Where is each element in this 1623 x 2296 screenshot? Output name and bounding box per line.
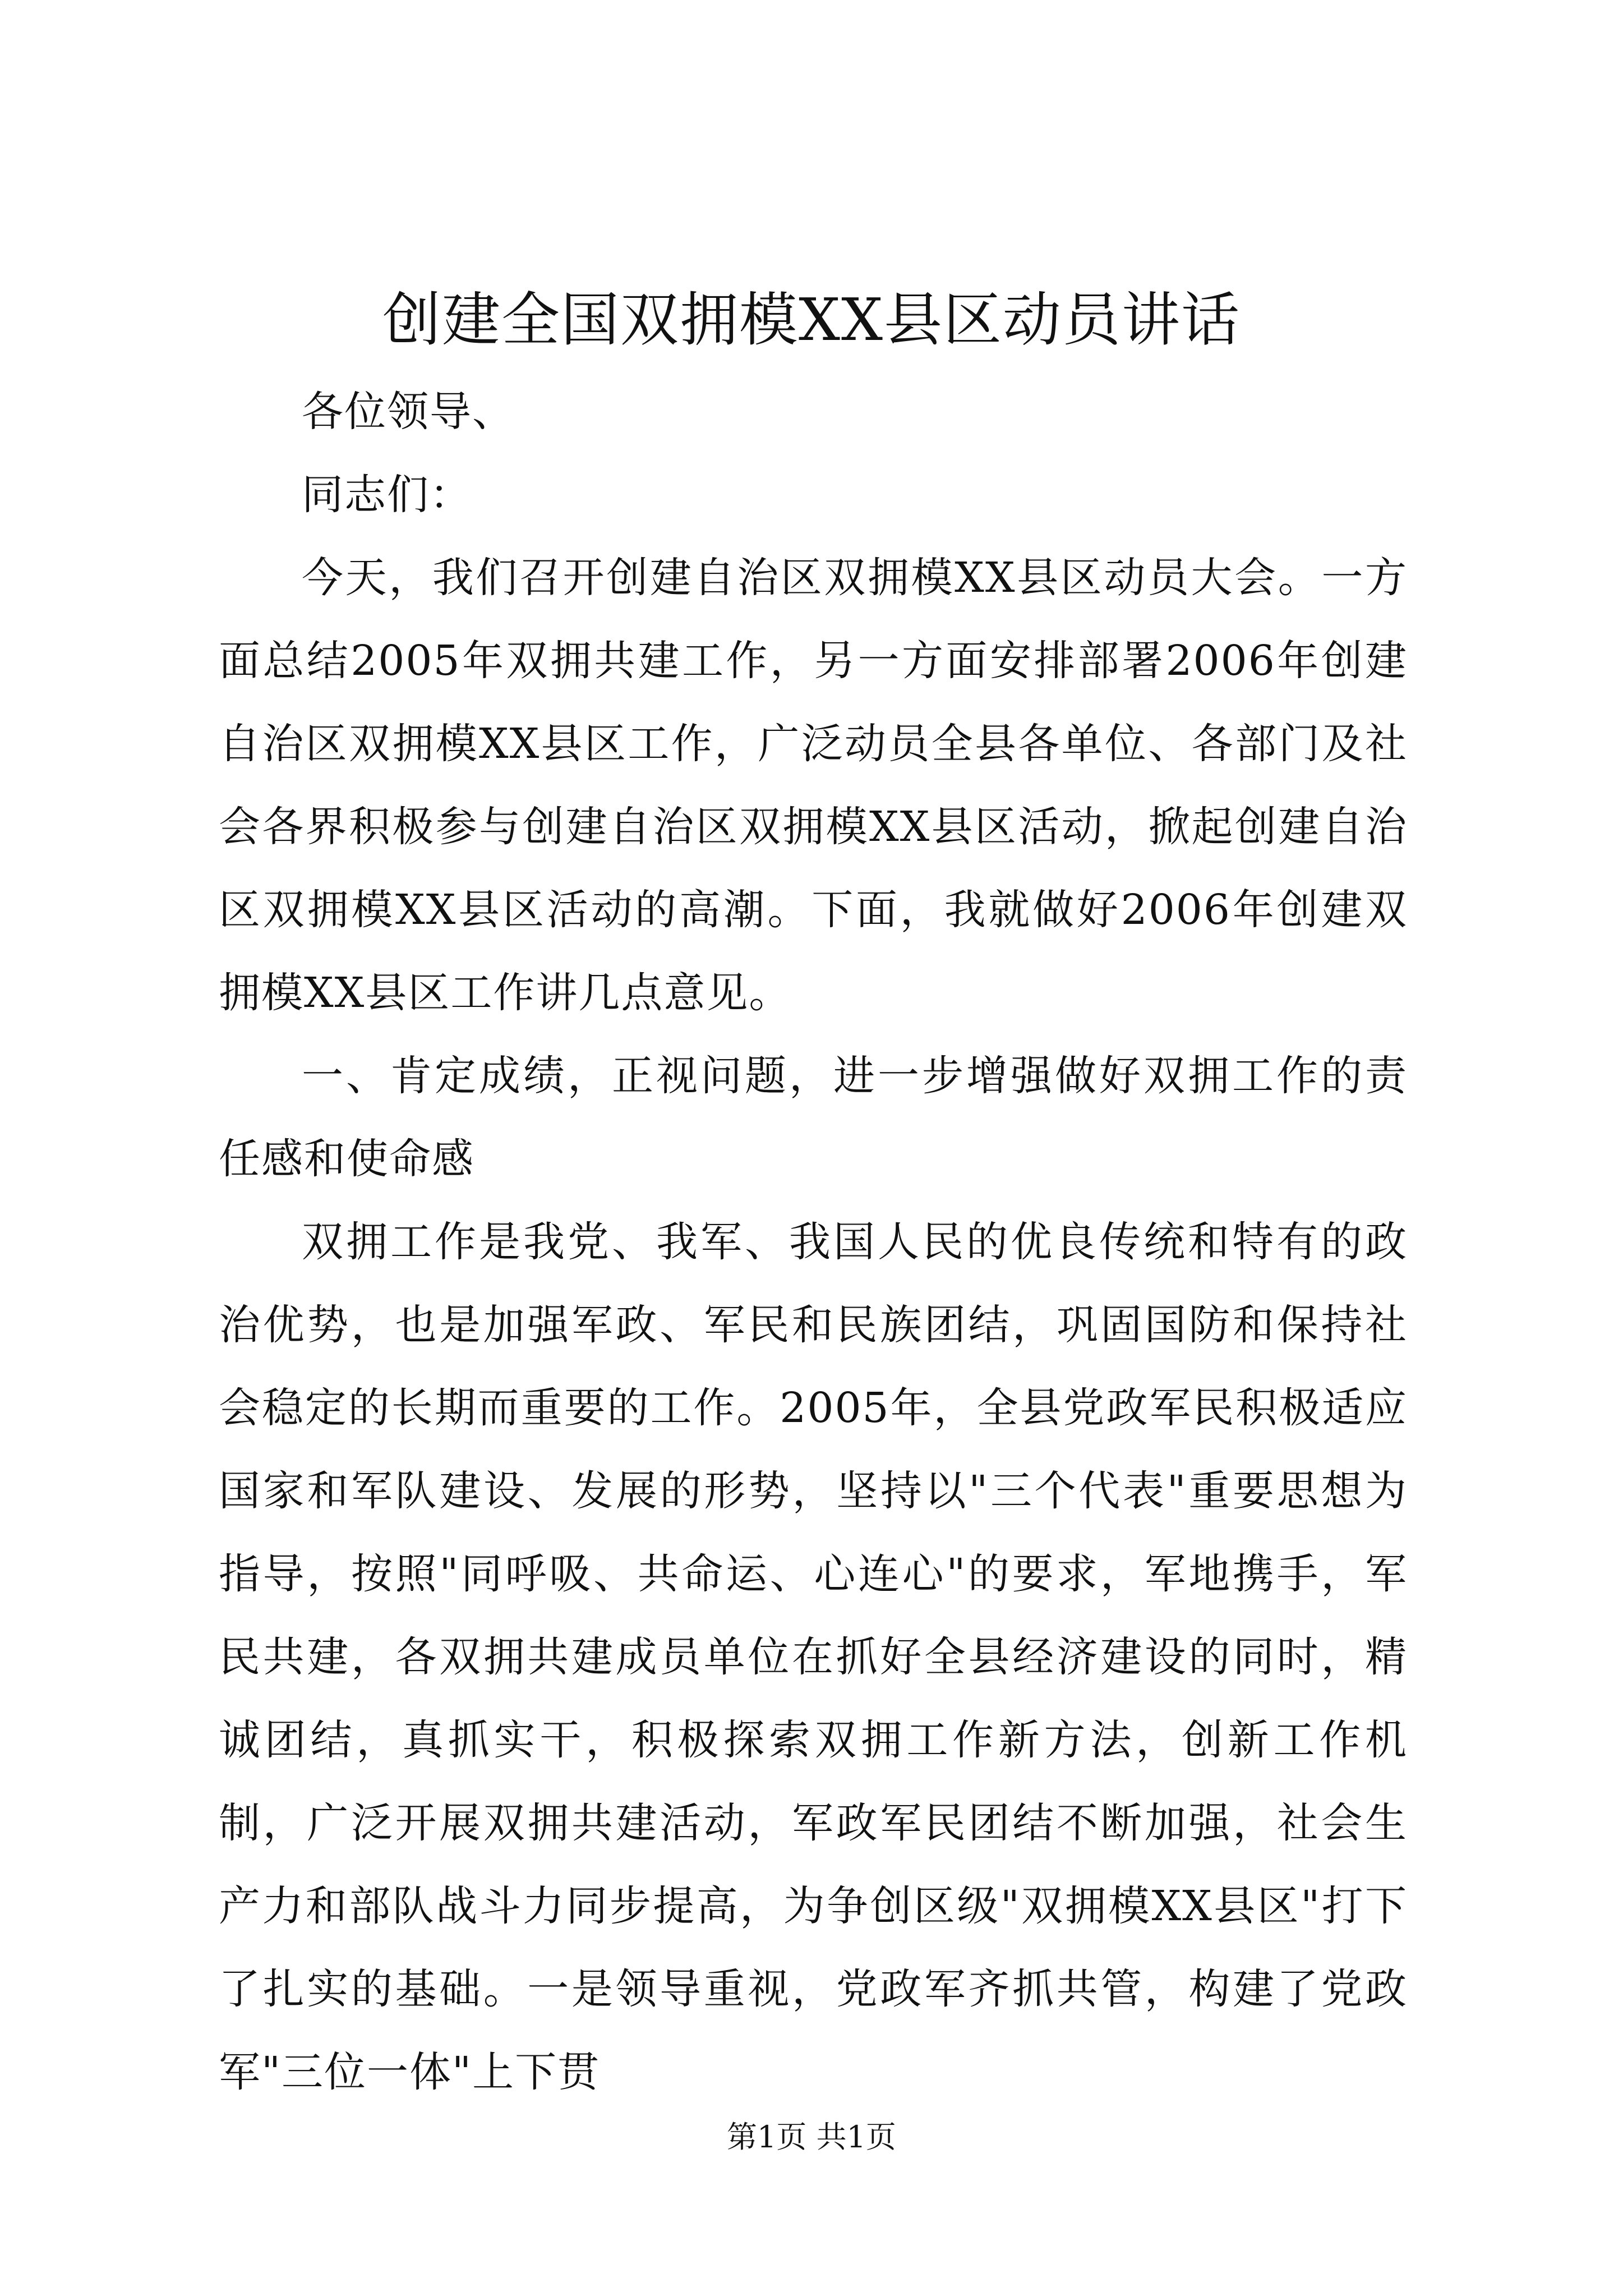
section-heading-1: 一、肯定成绩，正视问题，进一步增强做好双拥工作的责任感和使命感 (219, 1052, 1408, 1183)
document-body (219, 370, 1408, 2114)
intro-paragraph: 今天，我们召开创建自治区双拥模XX县区动员大会。一方面总结2005年双拥共建工作，另一方面安排部署2006年创建自治区双拥模XX县区工作，广泛动员全县各单位、各部门及社会各界积极参与创建自治区双拥模XX县区活动，掀起创建自治区双拥模XX县区活动的高潮。下面，我就做好2006年创建双拥模XX县区工作讲几点意见。 (219, 554, 1408, 1017)
salutation-leaders: 各位领导、 (302, 388, 515, 436)
salutation-comrades: 同志们： (302, 471, 472, 519)
body-paragraph: 双拥工作是我党、我军、我国人民的优良传统和特有的政治优势，也是加强军政、军民和民族团结，巩固国防和保持社会稳定的长期而重要的工作。2005年，全县党政军民积极适应国家和军队建设、发展的形势，坚持以"三个代表"重要思想为指导，按照"同呼吸、共命运、心连心"的要求，军地携手，军民共建，各双拥共建成员单位在抓好全县经济建设的同时，精诚团结，真抓实干，积极探索双拥工作新方法，创新工作机制，广泛开展双拥共建活动，军政军民团结不断加强，社会生产力和部队战斗力同步提高，为争创区级"双拥模XX县区"打下了扎实的基础。一是领导重视，党政军齐抓共管，构建了党政军"三位一体"上下贯 (219, 1218, 1408, 2096)
page-footer: 第1页 共1页 (727, 2119, 896, 2155)
document-title: 创建全国双拥模XX县区动员讲话 (382, 286, 1241, 354)
